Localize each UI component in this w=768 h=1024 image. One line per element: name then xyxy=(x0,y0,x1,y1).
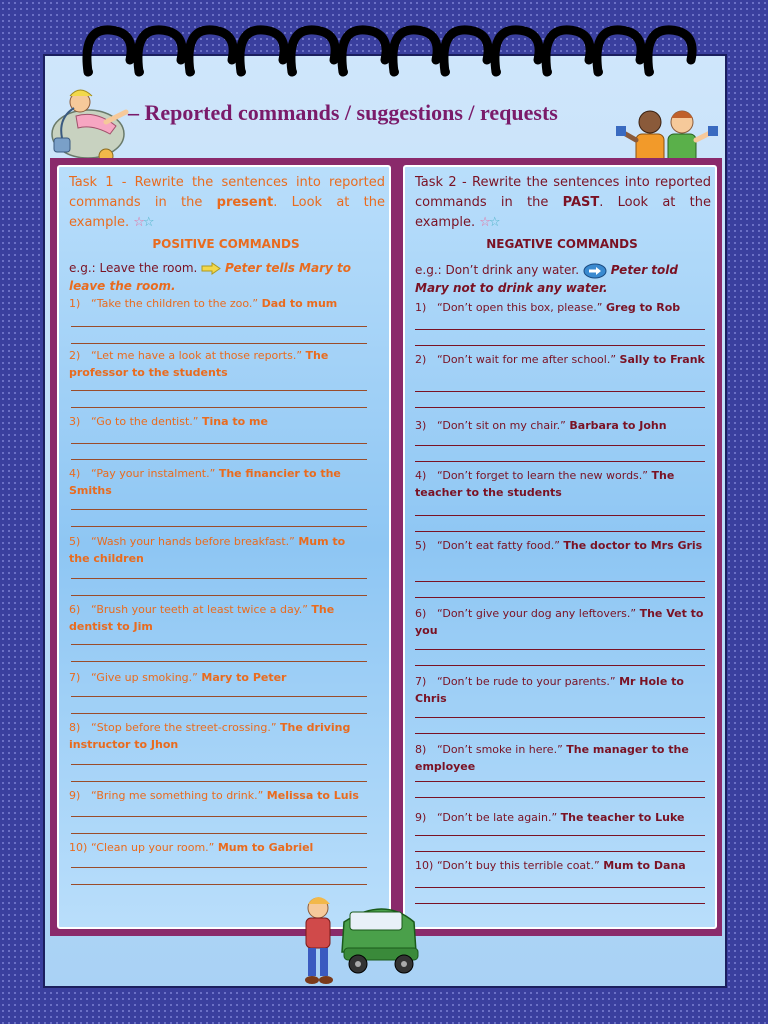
task2-emphasis: PAST xyxy=(562,195,600,210)
page-title: – Reported commands / suggestions / requests xyxy=(128,100,558,125)
item-number: 4) xyxy=(415,469,427,482)
spiral-ring-hole xyxy=(340,68,348,76)
answer-line[interactable] xyxy=(71,696,367,697)
item-quote: “Let me have a look at those reports.” xyxy=(91,349,303,362)
exercise-item xyxy=(69,347,369,381)
item-speaker: Barbara to John xyxy=(569,419,667,432)
item-speaker: Sally to Frank xyxy=(619,353,705,366)
item-number: 3) xyxy=(415,419,427,432)
task1-example-answer: Peter tells Mary to leave the room. xyxy=(69,261,351,293)
exercise-item xyxy=(415,467,705,501)
exercise-item xyxy=(415,351,705,368)
answer-line[interactable] xyxy=(415,597,705,598)
task1-column xyxy=(57,165,391,929)
answer-line[interactable] xyxy=(71,443,367,444)
answer-line[interactable] xyxy=(415,329,705,330)
answer-line[interactable] xyxy=(71,526,367,527)
item-speaker: The dentist to Jim xyxy=(69,603,335,633)
item-quote: “Clean up your room.” xyxy=(91,841,215,854)
item-quote: “Don’t open this box, please.” xyxy=(437,301,603,314)
spiral-ring-icon xyxy=(189,30,233,72)
item-speaker: Dad to mum xyxy=(261,297,338,310)
answer-line[interactable] xyxy=(71,459,367,460)
item-number: 5) xyxy=(415,539,427,552)
answer-line[interactable] xyxy=(71,326,367,327)
item-speaker: Melissa to Luis xyxy=(266,789,359,802)
answer-line[interactable] xyxy=(415,461,705,462)
answer-line[interactable] xyxy=(415,835,705,836)
exercise-item xyxy=(69,601,369,635)
task1-example xyxy=(69,259,387,295)
task2-example-prompt: e.g.: Don’t drink any water. xyxy=(415,263,580,277)
item-speaker: The financier to the Smiths xyxy=(69,467,341,497)
answer-line[interactable] xyxy=(71,816,367,817)
item-number: 4) xyxy=(69,467,81,480)
answer-line[interactable] xyxy=(71,509,367,510)
answer-line[interactable] xyxy=(71,644,367,645)
answer-line[interactable] xyxy=(71,884,367,885)
item-number: 6) xyxy=(415,607,427,620)
star-icon: ☆☆ xyxy=(479,215,499,230)
exercise-item xyxy=(69,669,369,686)
spiral-ring-hole xyxy=(595,68,603,76)
item-quote: “Give up smoking.” xyxy=(91,671,198,684)
item-number: 3) xyxy=(69,415,81,428)
task2-example-answer: Peter told Mary not to drink any water. xyxy=(415,263,678,295)
answer-line[interactable] xyxy=(415,733,705,734)
item-speaker: Mum to Gabriel xyxy=(217,841,314,854)
spiral-ring-icon xyxy=(597,30,641,72)
spiral-ring-icon xyxy=(87,30,131,72)
answer-line[interactable] xyxy=(415,851,705,852)
item-number: 1) xyxy=(69,297,81,310)
exercise-item xyxy=(415,809,705,826)
item-quote: “Don’t forget to learn the new words.” xyxy=(437,469,648,482)
spiral-ring-hole xyxy=(187,68,195,76)
answer-line[interactable] xyxy=(71,781,367,782)
item-quote: “Go to the dentist.” xyxy=(91,415,199,428)
answer-line[interactable] xyxy=(415,781,705,782)
item-quote: “Don’t smoke in here.” xyxy=(437,743,563,756)
answer-line[interactable] xyxy=(415,531,705,532)
item-quote: “Take the children to the zoo.” xyxy=(91,297,259,310)
item-number: 7) xyxy=(69,671,81,684)
answer-line[interactable] xyxy=(415,649,705,650)
task2-text-end: . Look at the example. xyxy=(415,195,711,230)
item-number: 10) xyxy=(69,841,88,854)
item-quote: “Bring me something to drink.” xyxy=(91,789,264,802)
exercise-item xyxy=(415,417,705,434)
item-quote: “Don’t buy this terrible coat.” xyxy=(437,859,600,872)
answer-line[interactable] xyxy=(415,581,705,582)
answer-line[interactable] xyxy=(71,407,367,408)
spiral-ring-hole xyxy=(289,68,297,76)
exercise-item xyxy=(415,605,705,639)
item-speaker: Mary to Peter xyxy=(201,671,287,684)
task2-example xyxy=(415,261,713,297)
item-number: 9) xyxy=(415,811,427,824)
item-number: 9) xyxy=(69,789,81,802)
spiral-ring-hole xyxy=(442,68,450,76)
spiral-ring-icon xyxy=(444,30,488,72)
spiral-ring-hole xyxy=(493,68,501,76)
item-number: 8) xyxy=(69,721,81,734)
spiral-ring-hole xyxy=(136,68,144,76)
spiral-ring-hole xyxy=(238,68,246,76)
answer-line[interactable] xyxy=(415,797,705,798)
spiral-ring-icon xyxy=(546,30,590,72)
exercise-item xyxy=(69,533,369,567)
exercise-item xyxy=(69,719,369,753)
item-speaker: Mum to the children xyxy=(69,535,346,565)
spiral-binding xyxy=(80,24,700,84)
answer-line[interactable] xyxy=(415,515,705,516)
answer-line[interactable] xyxy=(71,661,367,662)
spiral-ring-icon xyxy=(138,30,182,72)
answer-line[interactable] xyxy=(71,343,367,344)
item-quote: “Don’t be rude to your parents.” xyxy=(437,675,616,688)
answer-line[interactable] xyxy=(71,867,367,868)
item-number: 10) xyxy=(415,859,434,872)
item-number: 6) xyxy=(69,603,81,616)
answer-line[interactable] xyxy=(415,665,705,666)
exercise-item xyxy=(415,299,705,316)
exercise-item xyxy=(69,839,369,856)
item-speaker: The doctor to Mrs Gris xyxy=(563,539,703,552)
item-number: 2) xyxy=(69,349,81,362)
spiral-ring-icon xyxy=(648,30,692,72)
girl-on-phone-clipart xyxy=(46,86,136,166)
item-speaker: Greg to Rob xyxy=(605,301,681,314)
item-quote: “Pay your instalment.” xyxy=(91,467,216,480)
task1-example-prompt: e.g.: Leave the room. xyxy=(69,261,198,275)
spiral-ring-hole xyxy=(544,68,552,76)
item-quote: “Don’t give your dog any leftovers.” xyxy=(437,607,637,620)
answer-line[interactable] xyxy=(415,887,705,888)
item-speaker: The driving instructor to Jhon xyxy=(69,721,351,751)
item-quote: “Don’t be late again.” xyxy=(437,811,558,824)
item-speaker: Tina to me xyxy=(201,415,268,428)
answer-line[interactable] xyxy=(415,345,705,346)
answer-line[interactable] xyxy=(71,595,367,596)
item-quote: “Don’t eat fatty food.” xyxy=(437,539,560,552)
item-speaker: The manager to the employee xyxy=(415,743,689,773)
task1-text-end: . Look at the example. xyxy=(69,195,385,230)
answer-line[interactable] xyxy=(415,445,705,446)
item-number: 5) xyxy=(69,535,81,548)
item-number: 2) xyxy=(415,353,427,366)
item-number: 1) xyxy=(415,301,427,314)
exercise-item xyxy=(415,537,705,554)
item-quote: “Don’t sit on my chair.” xyxy=(437,419,566,432)
answer-line[interactable] xyxy=(415,391,705,392)
answer-line[interactable] xyxy=(415,717,705,718)
item-quote: “Stop before the street-crossing.” xyxy=(91,721,277,734)
exercise-item xyxy=(69,295,369,312)
spiral-ring-hole xyxy=(85,68,93,76)
item-number: 8) xyxy=(415,743,427,756)
item-speaker: Mr Hole to Chris xyxy=(415,675,684,705)
exercise-item xyxy=(415,857,705,874)
answer-line[interactable] xyxy=(71,713,367,714)
task2-column xyxy=(403,165,717,929)
spiral-ring-icon xyxy=(240,30,284,72)
task2-heading: NEGATIVE COMMANDS xyxy=(486,237,638,251)
exercise-item xyxy=(415,673,705,707)
task2-instructions xyxy=(415,173,711,233)
worksheet-frame xyxy=(50,158,722,936)
arrow-right-icon xyxy=(583,263,607,279)
task2-text: Task 2 - Rewrite the sentences into reported commands in the xyxy=(415,175,711,210)
item-quote: “Brush your teeth at least twice a day.” xyxy=(91,603,308,616)
answer-line[interactable] xyxy=(71,764,367,765)
answer-line[interactable] xyxy=(415,407,705,408)
task1-emphasis: present xyxy=(216,195,274,210)
spiral-ring-hole xyxy=(391,68,399,76)
item-speaker: The Vet to you xyxy=(415,607,704,637)
item-speaker: The teacher to the students xyxy=(415,469,675,499)
spiral-ring-icon xyxy=(495,30,539,72)
item-quote: “Don’t wait for me after school.” xyxy=(437,353,617,366)
arrow-right-icon xyxy=(201,262,221,275)
task1-text: Task 1 - Rewrite the sentences into reported commands in the xyxy=(69,175,385,210)
spiral-ring-hole xyxy=(646,68,654,76)
answer-line[interactable] xyxy=(71,578,367,579)
exercise-item xyxy=(415,741,705,775)
star-icon: ☆☆ xyxy=(133,215,153,230)
answer-line[interactable] xyxy=(71,390,367,391)
task1-heading: POSITIVE COMMANDS xyxy=(152,237,300,251)
item-number: 7) xyxy=(415,675,427,688)
answer-line[interactable] xyxy=(415,903,705,904)
kids-and-car-clipart xyxy=(294,892,420,986)
task1-instructions xyxy=(69,173,385,233)
answer-line[interactable] xyxy=(71,833,367,834)
item-speaker: The teacher to Luke xyxy=(560,811,685,824)
item-speaker: Mum to Dana xyxy=(603,859,686,872)
spiral-ring-icon xyxy=(342,30,386,72)
item-speaker: The professor to the students xyxy=(69,349,329,379)
exercise-item xyxy=(69,465,369,499)
exercise-item xyxy=(69,413,369,430)
item-quote: “Wash your hands before breakfast.” xyxy=(91,535,295,548)
spiral-ring-icon xyxy=(393,30,437,72)
spiral-ring-icon xyxy=(291,30,335,72)
exercise-item xyxy=(69,787,369,804)
